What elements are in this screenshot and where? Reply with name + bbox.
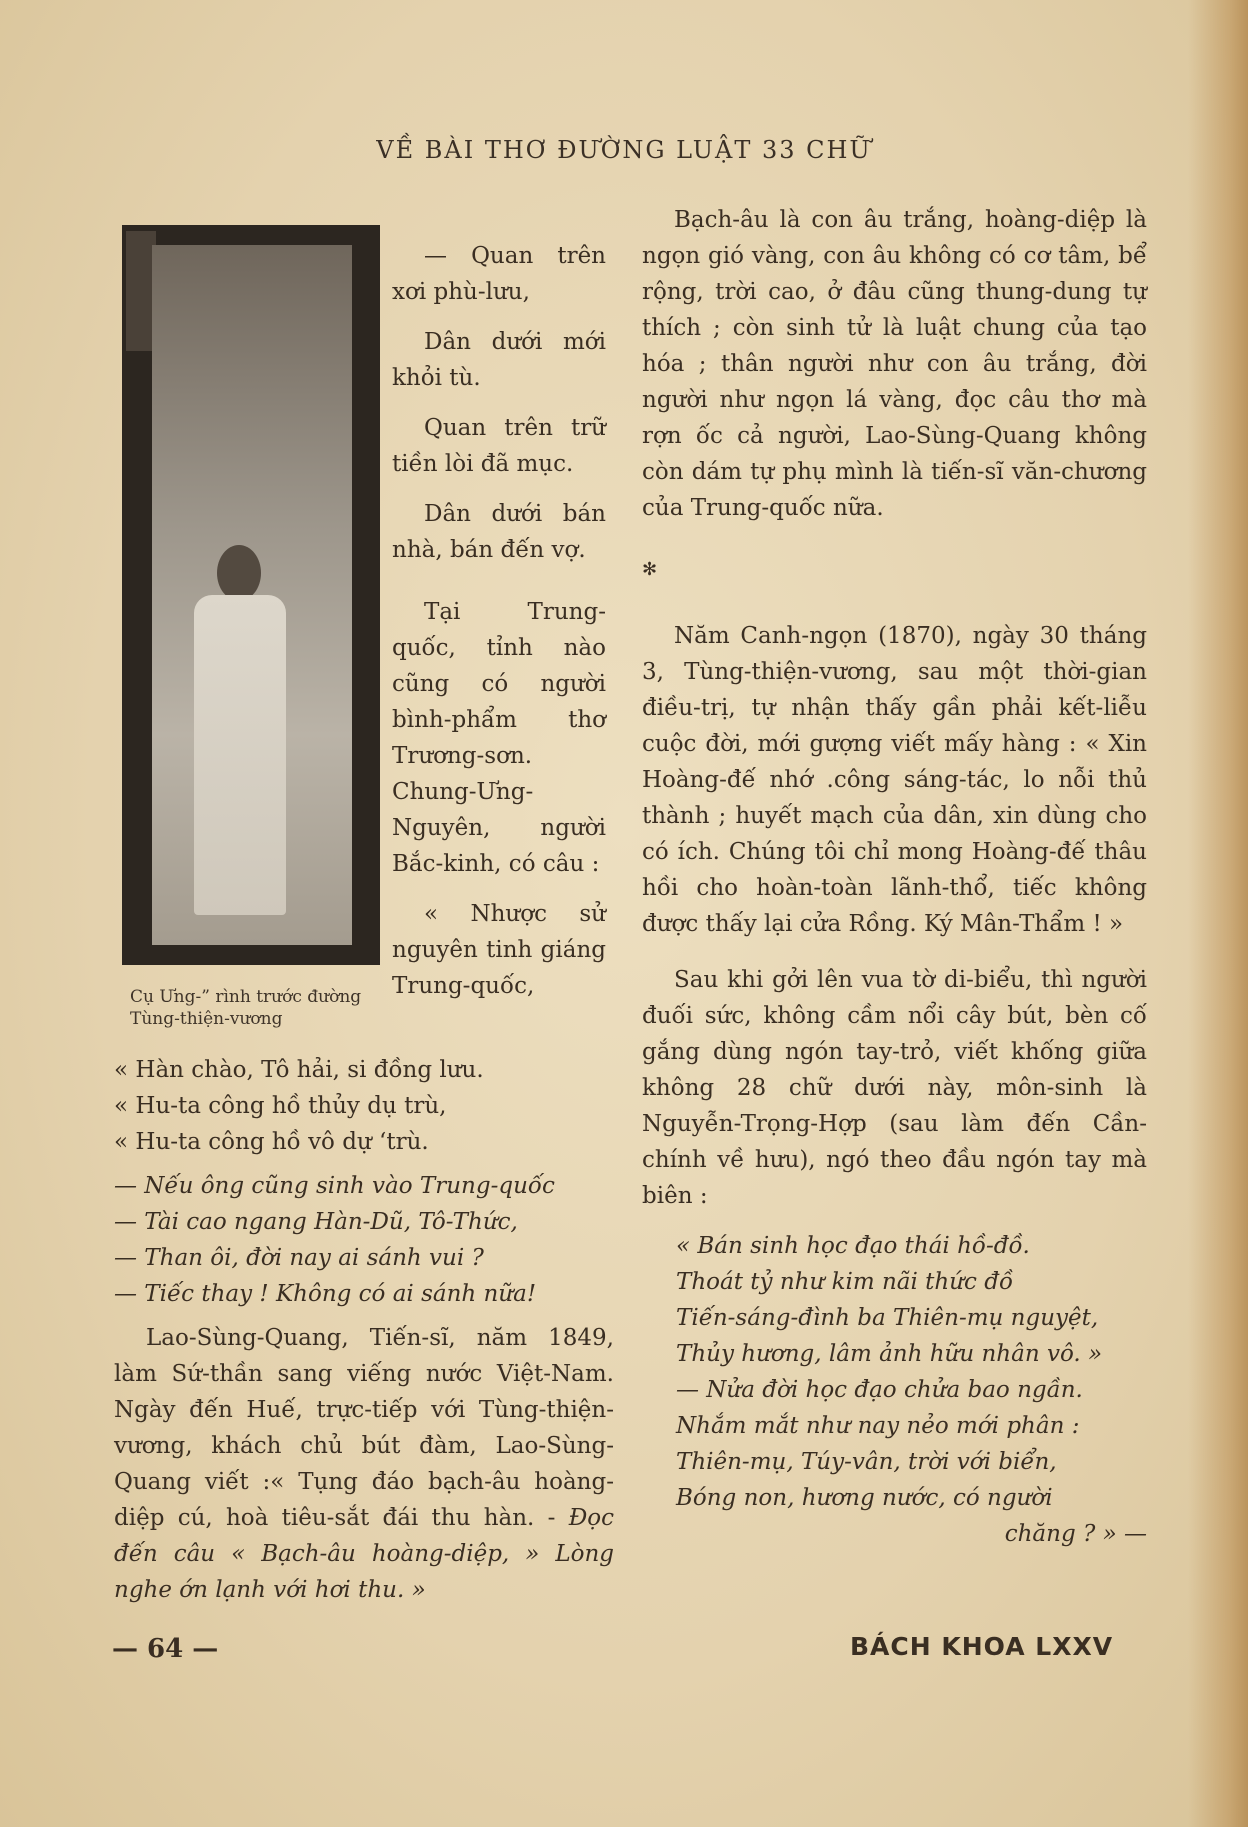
left-verse-3: « Hu-ta công hồ vô dự ‘trù.: [114, 1129, 429, 1155]
middle-para-2: Dân dưới mới khỏi tù.: [392, 329, 606, 391]
page-header: VỀ BÀI THƠ ĐƯỜNG LUẬT 33 CHỮ: [376, 136, 872, 164]
middle-column: [392, 238, 606, 1018]
right-poem-line-6: Nhắm mắt như nay nẻo mới phân :: [676, 1413, 1080, 1439]
left-verse-2: « Hu-ta công hồ thủy dụ trù,: [114, 1093, 447, 1119]
journal-name: BÁCH KHOA LXXV: [850, 1632, 1114, 1661]
right-poem-line-4: Thủy hương, lâm ảnh hữu nhân vô. »: [676, 1341, 1103, 1367]
section-separator: ✻: [642, 559, 658, 580]
middle-para-5: Tại Trung-quốc, tỉnh nào cũng có người bình-phẩm thơ Trương-sơn. Chung-Ưng-Nguyên, người Bắc-kinh, có câu :: [392, 599, 606, 877]
right-poem-line-7: Thiên-mụ, Túy-vân, trời với biển,: [676, 1449, 1057, 1475]
middle-para-6: « Nhược sử nguyên tinh giáng Trung-quốc,: [392, 901, 606, 999]
right-para-2: Năm Canh-ngọn (1870), ngày 30 tháng 3, Tùng-thiện-vương, sau một thời-gian điều-trị, tự nhận thấy gần phải kết-liễu cuộc đời, mới gượng viết mấy hàng : « Xin Hoàng-đế nhớ .công sáng-tác, lo nỗi thủ thành ; huyết mạch của dân, xin dùng cho có ích. Chúng tôi chỉ mong Hoàng-đế thâu hồi cho hoàn-toàn lãnh-thổ, tiếc không được thấy lại cửa Rồng. Ký Mân-Thẩm ! »: [642, 623, 1147, 937]
page-edge-stain: [1188, 0, 1248, 1827]
middle-para-3: Quan trên trữ tiền lòi đã mục.: [392, 415, 606, 477]
right-poem-line-8: Bóng non, hương nước, có người: [676, 1485, 1053, 1511]
left-paragraph: [114, 1320, 614, 1608]
right-poem: [642, 1228, 1147, 1552]
left-column: [114, 1052, 614, 1622]
right-column: [642, 202, 1147, 1552]
photo-figure-head: [217, 545, 261, 601]
right-poem-line-2: Thoát tỷ như kim nãi thức đồ: [676, 1269, 1014, 1295]
middle-para-4: Dân dưới bán nhà, bán đến vợ.: [392, 501, 606, 563]
right-poem-line-3: Tiến-sáng-đình ba Thiên-mụ nguyệt,: [676, 1305, 1099, 1331]
left-translation-2: — Tài cao ngang Hàn-Dũ, Tô-Thức,: [114, 1209, 518, 1235]
right-para-3: Sau khi gởi lên vua tờ di-biểu, thì người đuối sức, không cầm nổi cây bút, bèn cố gắng dùng ngón tay-trỏ, viết khống giữa không 28 chữ dưới này, môn-sinh là Nguyễn-Trọng-Hợp (sau làm đến Cần-chính về hưu), ngó theo đầu ngón tay mà biên :: [642, 967, 1147, 1209]
left-verse-1: « Hàn chào, Tô hải, si đồng lưu.: [114, 1057, 484, 1083]
right-para-1: Bạch-âu là con âu trắng, hoàng-diệp là ngọn gió vàng, con âu không có cơ tâm, bể rộng, trời cao, ở đâu cũng thung-dung tự thích ; còn sinh tử là luật chung của tạo hóa ; thân người như con âu trắng, đời người như ngọn lá vàng, đọc câu thơ mà rợn ốc cả người, Lao-Sùng-Quang không còn dám tự phụ mình là tiến-sĩ văn-chương của Trung-quốc nữa.: [642, 207, 1147, 521]
right-poem-line-1: « Bán sinh học đạo thái hồ-đồ.: [676, 1233, 1030, 1259]
left-translation-3: — Than ôi, đời nay ai sánh vui ?: [114, 1245, 484, 1271]
middle-para-1: — Quan trên xơi phù-lưu,: [392, 243, 606, 305]
photo-figure-body: [194, 595, 286, 915]
left-paragraph-italic: Đọc đến câu « Bạch-âu hoàng-diệp, » Lòng nghe ớn lạnh với hơi thu. »: [114, 1505, 614, 1603]
photo-caption: Cụ Ưng-” rình trước đường Tùng-thiện-vương: [130, 987, 362, 1029]
right-poem-line-9: chăng ? » —: [1004, 1521, 1147, 1547]
left-paragraph-text: Lao-Sùng-Quang, Tiến-sĩ, năm 1849, làm Sứ-thần sang viếng nước Việt-Nam. Ngày đến Huế, trực-tiếp với Tùng-thiện-vương, khách chủ bút đàm, Lao-Sùng-Quang viết :« Tụng đáo bạch-âu hoàng-diệp cú, hoà tiêu-sắt đái thu hàn. -: [114, 1325, 614, 1531]
left-translation-4: — Tiếc thay ! Không có ai sánh nữa!: [114, 1281, 537, 1307]
page-number: — 64 —: [112, 1634, 219, 1664]
left-translation-1: — Nếu ông cũng sinh vào Trung-quốc: [114, 1173, 555, 1199]
portrait-photo: [122, 225, 380, 965]
right-poem-line-5: — Nửa đời học đạo chửa bao ngần.: [676, 1377, 1083, 1403]
